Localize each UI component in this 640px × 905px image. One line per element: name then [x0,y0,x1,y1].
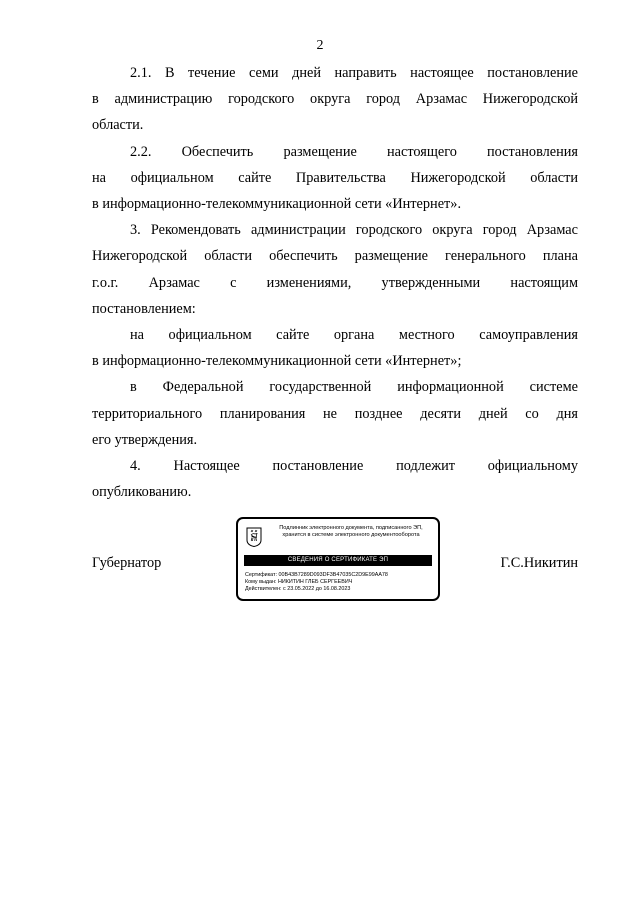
certificate-owner: Кому выдан: НИКИТИН ГЛЕБ СЕРГЕЕВИЧ [245,579,353,586]
electronic-signature-stamp [236,517,440,601]
text-line: в Федеральной государственной информационной системе [130,379,578,396]
text-line: 4. Настоящее постановление подлежит официальному [130,458,578,475]
paragraph-4 [92,453,578,505]
text-line: г.о.г. Арзамас с изменениями, утвержденными настоящим [92,274,578,291]
text-line: в информационно-телекоммуникационной сети «Интернет». [92,196,462,213]
deer-emblem-icon [246,527,262,547]
text-line: его утверждения. [92,431,198,448]
text-line: 2.1. В течение семи дней направить настоящее постановление [130,65,578,81]
certificate-number: Сертификат: 00B43B7289D093DF3B47035C2D9E99AA78 [245,572,388,578]
stamp-certificate-info [245,572,388,594]
text-line: постановлением: [92,300,196,317]
text-line: 3. Рекомендовать администрации городского округа город Арзамас [130,222,578,239]
paragraph-3-item-2 [92,374,578,453]
paragraph-2-2 [92,139,578,218]
signer-position: Губернатор [92,555,162,571]
page-number: 2 [316,38,324,53]
text-line: в администрацию городского округа город Арзамас Нижегородской [92,91,578,108]
paragraph-3 [92,217,578,322]
stamp-title-bar: СВЕДЕНИЯ О СЕРТИФИКАТЕ ЭП [244,555,432,566]
stamp-header-line: Подлинник электронного документа, подписанного ЭП, [279,525,423,531]
text-line: 2.2. Обеспечить размещение настоящего постановления [130,143,578,160]
text-line: Нижегородской области обеспечить размещение генерального плана [92,248,578,265]
paragraph-2-1 [92,60,578,139]
text-line: области. [92,117,144,134]
text-line: в информационно-телекоммуникационной сети «Интернет»; [92,353,462,370]
text-line: на официальном сайте Правительства Нижегородской области [92,169,578,186]
text-line: опубликованию. [92,484,192,501]
document-body [92,60,578,505]
signer-name: Г.С.Никитин [500,555,578,571]
text-line: на официальном сайте органа местного самоуправления [130,327,578,344]
paragraph-3-item-1 [92,322,578,374]
stamp-header-line: хранится в системе электронного документооборота [282,532,420,539]
stamp-header [266,525,436,540]
certificate-validity: Действителен: с 23.05.2022 до 16.08.2023 [245,586,351,593]
text-line: территориального планирования не позднее десяти дней со дня [92,405,578,422]
